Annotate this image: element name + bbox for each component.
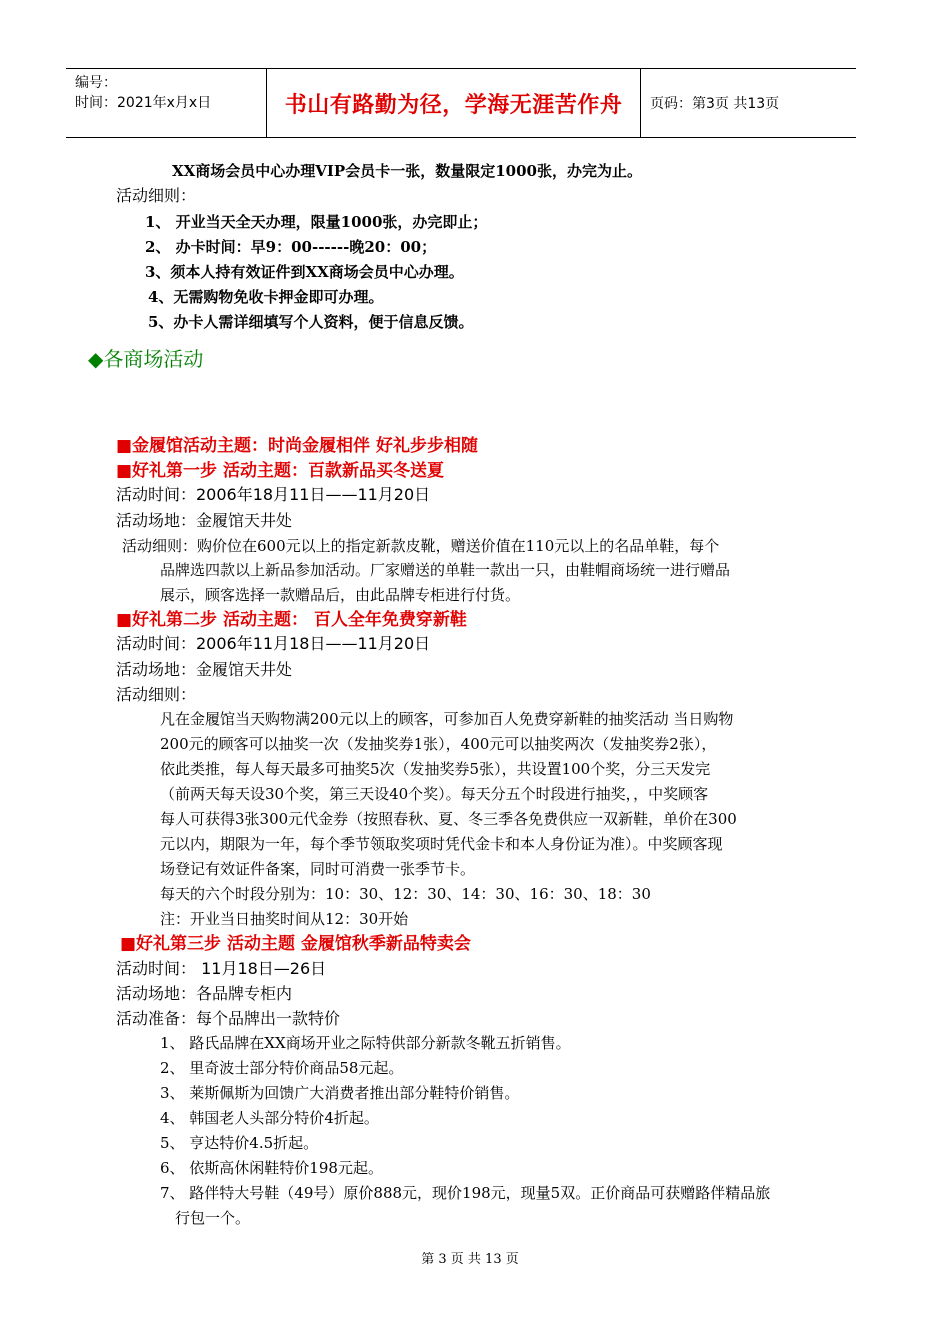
step3-item: 4、 韩国老人头部分特价4折起。 [160, 1109, 379, 1127]
step3-place: 活动场地：各品牌专柜内 [116, 984, 293, 1003]
step3-item: 2、 里奇波士部分特价商品58元起。 [160, 1059, 404, 1077]
step2-title: ■好礼第二步 活动主题： 百人全年免费穿新鞋 [116, 610, 467, 630]
step3-time: 活动时间： 11月18日—26日 [116, 959, 327, 978]
step3-prep: 活动准备：每个品牌出一款特价 [116, 1009, 341, 1028]
step1-time: 活动时间：2006年18月11日——11月20日 [116, 485, 431, 504]
step1-title: ■好礼第一步 活动主题：百款新品买冬送夏 [116, 461, 444, 481]
step2-detail: 凡在金履馆当天购物满200元以上的顾客，可参加百人免费穿新鞋的抽奖活动 当日购物 [160, 710, 734, 728]
time-label: 时间：2021年x月x日 [75, 95, 212, 111]
step2-detail: 场登记有效证件备案，同时可消费一张季节卡。 [160, 860, 476, 878]
intro-line: XX商场会员中心办理VIP会员卡一张，数量限定1000张，办完为止。 [172, 162, 642, 180]
step3-item: 7、 路伴特大号鞋（49号）原价888元，现价198元，现量5双。正价商品可获赠路伴精品旅 [160, 1184, 771, 1202]
step1-detail: 展示，顾客选择一款赠品后，由此品牌专柜进行付货。 [160, 586, 521, 604]
step1-place: 活动场地：金履馆天井处 [116, 511, 293, 530]
step2-place: 活动场地：金履馆天井处 [116, 660, 293, 679]
step2-detail: 元以内，期限为一年，每个季节领取奖项时凭代金卡和本人身份证为准）。中奖顾客现 [160, 835, 723, 853]
rule-item: 4、无需购物免收卡押金即可办理。 [148, 288, 384, 306]
step2-detail: 200元的顾客可以抽奖一次（发抽奖券1张），400元可以抽奖两次（发抽奖券2张）， [160, 735, 717, 753]
section-title: ◆各商场活动 [88, 347, 204, 371]
step2-detail: （前两天每天设30个奖，第三天设40个奖）。每天分五个时段进行抽奖，，中奖顾客 [160, 785, 709, 803]
step3-item: 1、 路氏品牌在XX商场开业之际特供部分新款冬靴五折销售。 [160, 1034, 571, 1052]
page-footer [0, 1248, 950, 1267]
page-header [66, 68, 856, 138]
step2-detail: 每天的六个时段分别为：10：30、12：30、14：30、16：30、18：30 [160, 885, 651, 903]
step2-detail: 依此类推，每人每天最多可抽奖5次（发抽奖券5张），共设置100个奖，分三天发完 [160, 760, 711, 778]
step3-item: 5、 亨达特价4.5折起。 [160, 1134, 319, 1152]
header-meta [66, 69, 266, 137]
step3-item: 3、 莱斯佩斯为回馈广大消费者推出部分鞋特价销售。 [160, 1084, 520, 1102]
step3-title: ■好礼第三步 活动主题 金履馆秋季新品特卖会 [120, 934, 471, 954]
rule-item: 2、 办卡时间：早9：00------晚20：00； [145, 238, 437, 256]
step3-item: 6、 依斯高休闲鞋特价198元起。 [160, 1159, 383, 1177]
rule-item: 3、须本人持有效证件到XX商场会员中心办理。 [145, 263, 464, 281]
step3-item: 行包一个。 [175, 1209, 251, 1227]
number-label: 编号： [75, 75, 117, 91]
step2-rules-title: 活动细则： [116, 685, 197, 704]
step1-detail: 活动细则：购价位在600元以上的指定新款皮靴，赠送价值在110元以上的名品单鞋，每个 [122, 537, 720, 555]
rule-item: 5、办卡人需详细填写个人资料，便于信息反馈。 [148, 313, 474, 331]
event-theme: ■金履馆活动主题：时尚金履相伴 好礼步步相随 [116, 436, 478, 456]
step2-time: 活动时间：2006年11月18日——11月20日 [116, 634, 431, 653]
header-motto: 书山有路勤为径，学海无涯苦作舟 [284, 92, 623, 118]
rule-item: 1、 开业当天全天办理，限量1000张，办完即止； [145, 213, 488, 231]
step2-detail: 每人可获得3张300元代金券（按照春秋、夏、冬三季各免费供应一双新鞋，单价在300 [160, 810, 737, 828]
step2-detail: 注：开业当日抽奖时间从12：30开始 [160, 910, 409, 928]
rules-title: 活动细则： [116, 186, 197, 205]
header-page-info: 页码：第3页 共13页 [650, 96, 780, 112]
footer-page-number: 第 3 页 共 13 页 [421, 1252, 519, 1267]
step1-detail: 品牌选四款以上新品参加活动。厂家赠送的单鞋一款出一只，由鞋帽商场统一进行赠品 [160, 561, 731, 579]
